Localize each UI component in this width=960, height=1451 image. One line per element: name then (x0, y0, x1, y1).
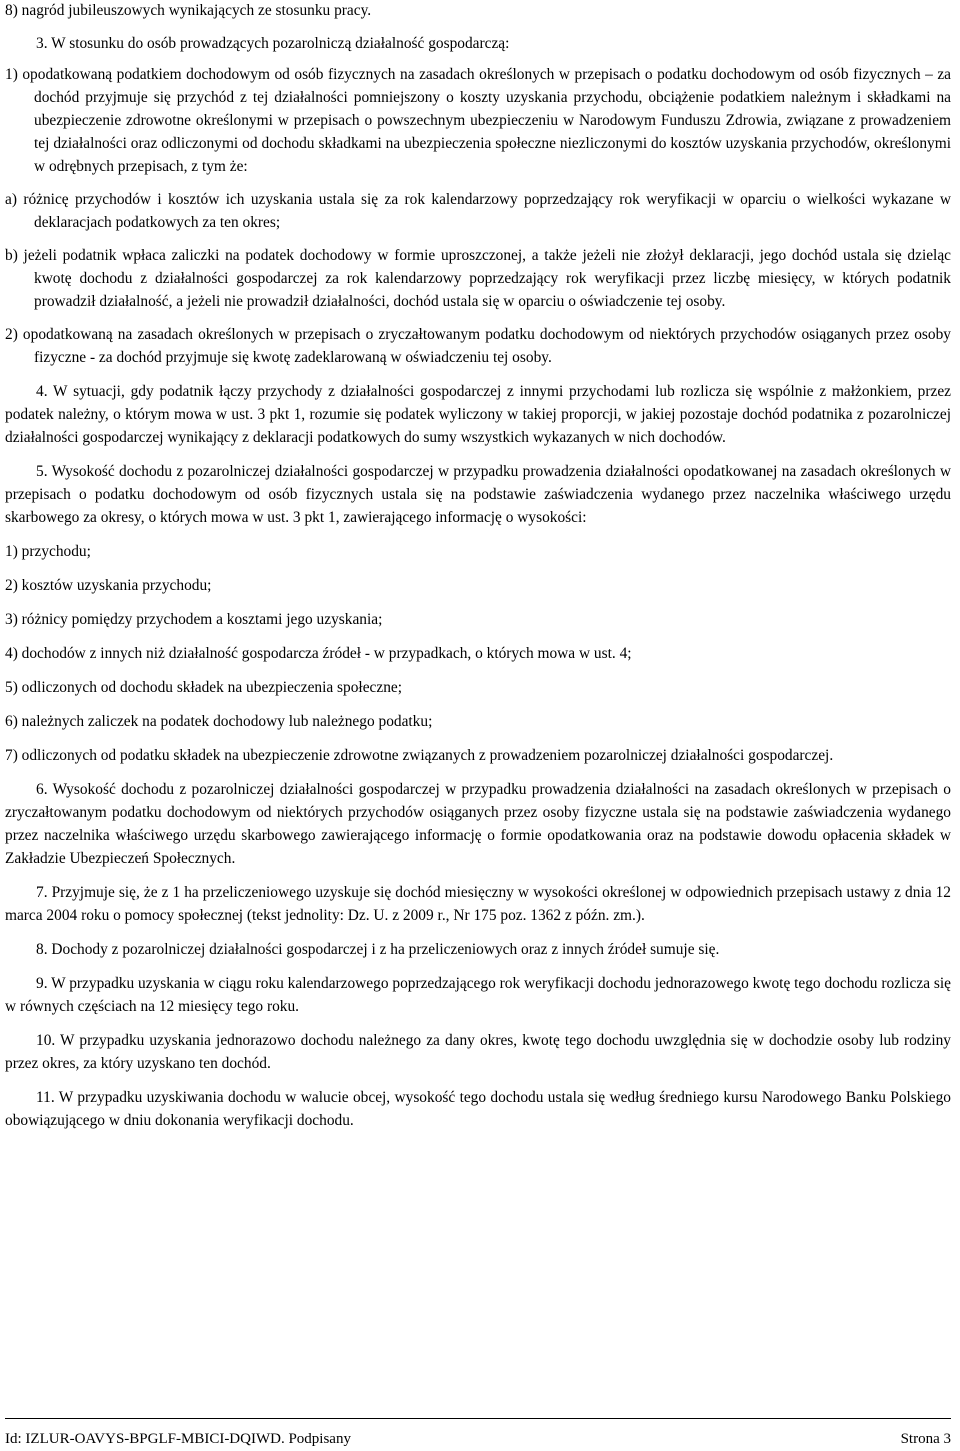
list-item: 7) odliczonych od podatku składek na ubezpieczenie zdrowotne związanych z prowadzeniem pozarolniczej działalności gospodarczej. (5, 747, 834, 764)
list-item: 4) dochodów z innych niż działalność gospodarcza źródeł - w przypadkach, o których mowa w ust. 4; (5, 645, 632, 662)
list-item: 5) odliczonych od dochodu składek na ubezpieczenia społeczne; (5, 679, 403, 696)
paragraph-4: 4. W sytuacji, gdy podatnik łączy przychody z działalności gospodarczej z innymi przychodami lub rozlicza się wspólnie z małżonkiem, przez podatek należny, o którym mowa w ust. 3 pkt 1, rozumie się podatek wyliczony w takiej proporcji, w jakiej pozostaje dochód podatnika z pozarolniczej działalności gospodarczej wynikający z deklaracji podatkowych do sumy wszystkich wykazanych w nich dochodów. (5, 383, 951, 446)
paragraph-6: 6. Wysokość dochodu z pozarolniczej działalności gospodarczej w przypadku prowadzenia działalności na zasadach określonych w przepisach o zryczałtowanym podatku dochodowym od niektórych przychodów osiąganych przez osoby fizyczne ustala się na podstawie zaświadczenia wydanego przez naczelnika właściwego urzędu skarbowego zawierającego informację o formie opodatkowania oraz na podstawie dowodu opłacenia składek w Zakładzie Ubezpieczeń Społecznych. (5, 781, 951, 867)
list-item: 8) nagród jubileuszowych wynikających ze stosunku pracy. (5, 2, 372, 19)
paragraph-8: 8. Dochody z pozarolniczej działalności gospodarczej i z ha przeliczeniowych oraz z innych źródeł sumuje się. (36, 941, 720, 958)
list-item: 6) należnych zaliczek na podatek dochodowy lub należnego podatku; (5, 713, 433, 730)
paragraph-11: 11. W przypadku uzyskiwania dochodu w walucie obcej, wysokość tego dochodu ustala się według średniego kursu Narodowego Banku Polskiego obowiązującego w dniu dokonania weryfikacji dochodu. (5, 1089, 951, 1129)
document-body (5, 0, 951, 1132)
page-number: Strona 3 (900, 1431, 951, 1447)
sub-item-a: a) różnicę przychodów i kosztów ich uzyskania ustala się za rok kalendarzowy poprzedzający rok weryfikacji w oparciu o wielkości wykazane w deklaracjach podatkowych za ten okres; (5, 191, 951, 231)
list-item: 1) przychodu; (5, 543, 91, 560)
paragraph-5: 5. Wysokość dochodu z pozarolniczej działalności gospodarczej w przypadku prowadzenia działalności opodatkowanej na zasadach określonych w przepisach o podatku dochodowym od osób fizycznych ustala się na podstawie zaświadczenia wydanego przez naczelnika właściwego urzędu skarbowego za okresy, o których mowa w ust. 3 pkt 1, zawierającego informację o wysokości: (5, 463, 951, 526)
paragraph-10: 10. W przypadku uzyskania jednorazowo dochodu należnego za dany okres, kwotę tego dochodu uwzględnia się w dochodzie osoby lub rodziny przez okres, za który uzyskano ten dochód. (5, 1032, 951, 1072)
list-item: 1) opodatkowaną podatkiem dochodowym od osób fizycznych na zasadach określonych w przepisach o podatku dochodowym od osób fizycznych – za dochód przyjmuje się przychód z tej działalności pomniejszony o koszty uzyskania przychodu, obciążenie podatkiem należnym i składkami na ubezpieczenie zdrowotne określonymi w przepisach o powszechnym ubezpieczeniu w Narodowym Funduszu Zdrowia, związane z prowadzeniem tej działalności oraz odliczonymi od dochodu składkami na ubezpieczenia społeczne niezliczonymi do kosztów uzyskania przychodów, określonymi w odrębnych przepisach, z tym że: (5, 66, 951, 175)
paragraph-7: 7. Przyjmuje się, że z 1 ha przeliczeniowego uzyskuje się dochód miesięczny w wysokości określonej w odpowiednich przepisach ustawy z dnia 12 marca 2004 roku o pomocy społecznej (tekst jednolity: Dz. U. z 2009 r., Nr 175 poz. 1362 z późn. zm.). (5, 884, 951, 924)
document-id: Id: IZLUR-OAVYS-BPGLF-MBICI-DQIWD. Podpisany (5, 1431, 351, 1447)
paragraph-9: 9. W przypadku uzyskania w ciągu roku kalendarzowego poprzedzającego rok weryfikacji dochodu jednorazowego kwotę tego dochodu rozlicza się w równych częściach na 12 miesięcy tego roku. (5, 975, 951, 1015)
list-item: 2) kosztów uzyskania przychodu; (5, 577, 212, 594)
list-item: 3) różnicy pomiędzy przychodem a kosztami jego uzyskania; (5, 611, 383, 628)
section-heading-3: 3. W stosunku do osób prowadzących pozarolniczą działalność gospodarczą: (36, 35, 510, 52)
page-footer (5, 1418, 951, 1447)
list-item: 2) opodatkowaną na zasadach określonych w przepisach o zryczałtowanym podatku dochodowym od niektórych przychodów osiąganych przez osoby fizyczne - za dochód przyjmuje się kwotę zadeklarowaną w oświadczeniu tej osoby. (5, 326, 951, 366)
sub-item-b: b) jeżeli podatnik wpłaca zaliczki na podatek dochodowy w formie uproszczonej, a także jeżeli nie złożył deklaracji, jego dochód ustala się dzieląc kwotę dochodu z działalności gospodarczej za rok kalendarzowy poprzedzający rok weryfikacji przez liczbę miesięcy, w których podatnik prowadził działalność, a jeżeli nie prowadził działalności, dochód ustala się w oparciu o oświadczenie tej osoby. (5, 247, 951, 310)
